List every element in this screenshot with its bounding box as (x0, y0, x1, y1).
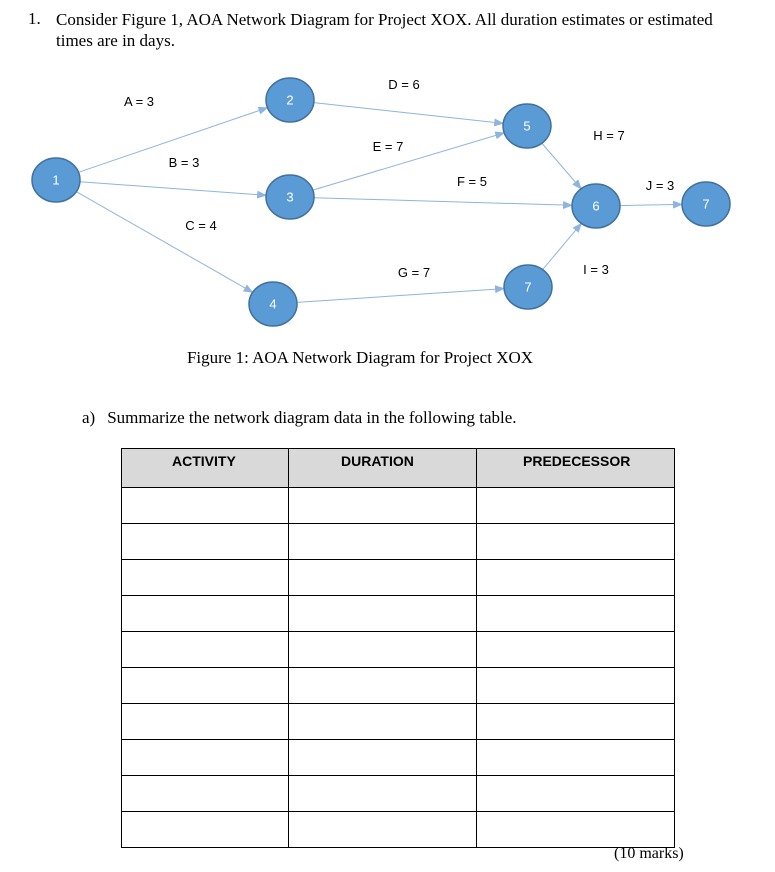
question-number: 1. (28, 9, 41, 28)
node-label-n4: 4 (269, 296, 277, 312)
node-label-n1: 1 (52, 172, 60, 188)
node-label-n6: 6 (592, 198, 600, 214)
activity-label-c: C = 4 (185, 218, 217, 233)
aoa-network-diagram (0, 60, 775, 340)
table-cell[interactable] (477, 668, 675, 704)
activity-arrow-f (314, 198, 572, 206)
table-cell[interactable] (477, 632, 675, 668)
activity-arrow-b (80, 182, 266, 196)
activity-label-e: E = 7 (372, 139, 404, 154)
activity-arrow-d (314, 103, 503, 124)
table-row (122, 812, 675, 848)
table-cell[interactable] (289, 632, 477, 668)
table-cell[interactable] (477, 740, 675, 776)
table-cell[interactable] (477, 488, 675, 524)
activity-label-h: H = 7 (593, 128, 625, 143)
table-cell[interactable] (122, 524, 289, 560)
node-label-n7a: 7 (524, 279, 532, 295)
table-header-row (122, 449, 675, 488)
header-predecessor: PREDECESSOR (477, 449, 675, 488)
figure-caption: Figure 1: AOA Network Diagram for Project XOX (186, 348, 534, 367)
activity-arrow-j (620, 204, 682, 205)
table-cell[interactable] (289, 524, 477, 560)
table-cell[interactable] (477, 704, 675, 740)
activity-label-i: I = 3 (583, 262, 609, 277)
activity-label-g: G = 7 (397, 265, 431, 280)
table-cell[interactable] (122, 632, 289, 668)
activity-label-b: B = 3 (168, 155, 200, 170)
table-row (122, 740, 675, 776)
table-cell[interactable] (289, 668, 477, 704)
table-cell[interactable] (477, 812, 675, 848)
table-row (122, 488, 675, 524)
node-label-n3: 3 (286, 189, 294, 205)
subquestion (82, 408, 517, 428)
header-activity: ACTIVITY (122, 449, 289, 488)
table-row (122, 704, 675, 740)
activity-label-j: J = 3 (645, 178, 675, 193)
summary-table (121, 448, 675, 848)
table-row (122, 560, 675, 596)
table-row (122, 776, 675, 812)
question-text: Consider Figure 1, AOA Network Diagram for Project XOX. All duration estimates or estimated times are in days. (56, 10, 713, 50)
activity-label-d: D = 6 (388, 77, 420, 92)
table-cell[interactable] (122, 488, 289, 524)
table-cell[interactable] (289, 560, 477, 596)
table-cell[interactable] (289, 704, 477, 740)
table-cell[interactable] (122, 740, 289, 776)
table-cell[interactable] (122, 668, 289, 704)
table-cell[interactable] (122, 776, 289, 812)
table-row (122, 632, 675, 668)
table-cell[interactable] (289, 812, 477, 848)
table-cell[interactable] (122, 812, 289, 848)
table-cell[interactable] (289, 596, 477, 632)
subquestion-letter: a) (82, 408, 96, 427)
table-cell[interactable] (122, 596, 289, 632)
table-row (122, 524, 675, 560)
table-cell[interactable] (477, 560, 675, 596)
table-cell[interactable] (477, 524, 675, 560)
activity-arrow-h (542, 143, 581, 188)
table-cell[interactable] (289, 488, 477, 524)
activity-arrow-i (543, 223, 582, 269)
table-cell[interactable] (477, 776, 675, 812)
subquestion-text: Summarize the network diagram data in the following table. (107, 408, 517, 427)
activity-label-f: F = 5 (457, 174, 487, 189)
table-cell[interactable] (122, 560, 289, 596)
activity-arrow-g (297, 289, 504, 303)
node-label-n7b: 7 (702, 196, 710, 212)
table-cell[interactable] (289, 776, 477, 812)
node-label-n2: 2 (286, 92, 294, 108)
table-cell[interactable] (122, 704, 289, 740)
header-duration: DURATION (289, 449, 477, 488)
activity-label-a: A = 3 (124, 94, 154, 109)
activity-arrow-c (76, 192, 252, 293)
marks-label: (10 marks) (614, 845, 684, 862)
node-label-n5: 5 (523, 118, 531, 134)
table-cell[interactable] (289, 740, 477, 776)
table-cell[interactable] (477, 596, 675, 632)
table-row (122, 668, 675, 704)
table-row (122, 596, 675, 632)
